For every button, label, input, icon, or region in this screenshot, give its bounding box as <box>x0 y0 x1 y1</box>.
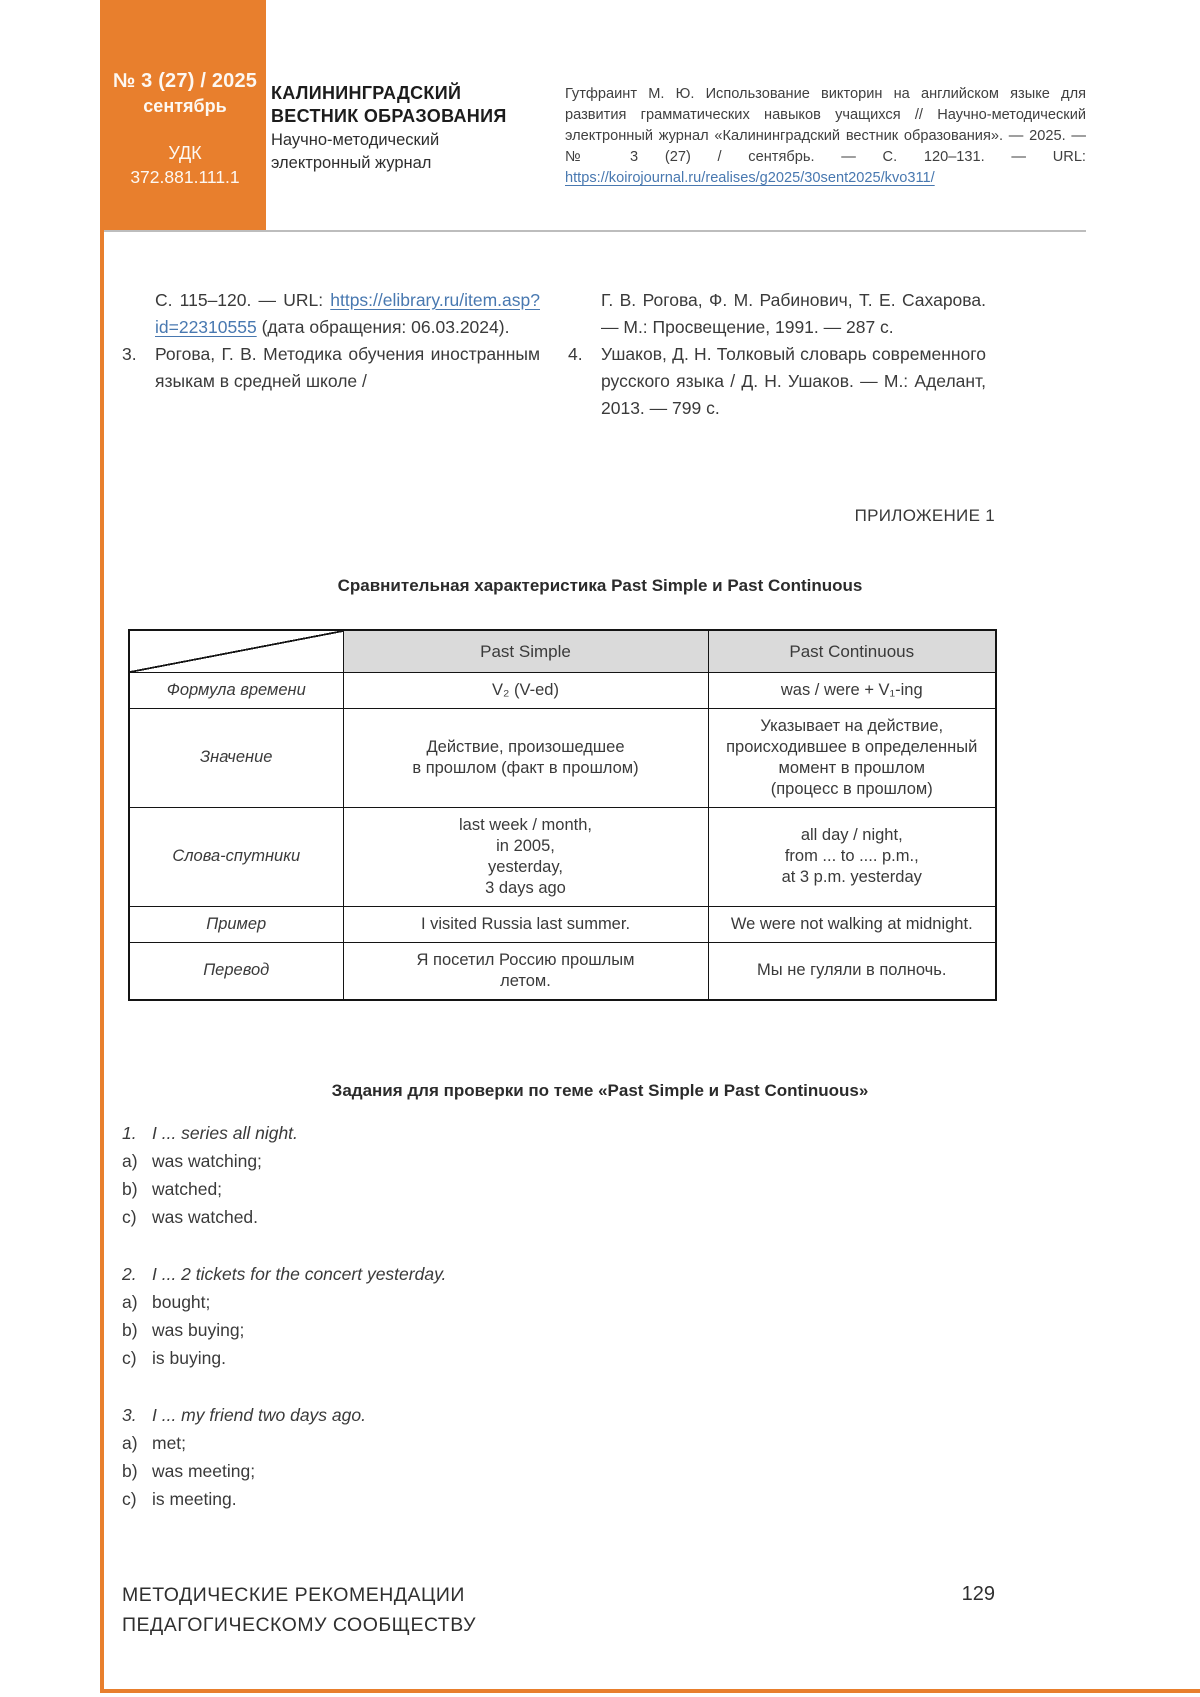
page-number: 129 <box>961 1583 995 1605</box>
option-text: is buying. <box>152 1348 226 1368</box>
row-label: Пример <box>129 906 343 942</box>
col-header-past-simple: Past Simple <box>343 630 708 672</box>
option-letter: c) <box>122 1348 137 1368</box>
option-text: was meeting; <box>152 1461 256 1481</box>
option-letter: a) <box>122 1151 138 1171</box>
quiz-section <box>122 1119 842 1542</box>
option-letter: a) <box>122 1433 138 1453</box>
reference-text: Ушаков, Д. Н. Толковый словарь современного русского языка / Д. Н. Ушаков. — М.: Аделант, 2013. — 799 с. <box>601 344 986 418</box>
issue-month: сентябрь <box>143 96 227 116</box>
answer-option <box>122 1175 842 1203</box>
reference-2-access-date: (дата обращения: 06.03.2024). <box>256 317 510 337</box>
cell-past-simple: V₂ (V-ed) <box>343 672 708 708</box>
issue-box <box>104 0 266 231</box>
comparison-table <box>128 629 997 1001</box>
cell-past-simple: Я посетил Россию прошлым летом. <box>343 942 708 1000</box>
reference-item-4 <box>568 341 986 422</box>
option-text: was watched. <box>152 1207 259 1227</box>
references-column-right <box>568 287 986 422</box>
table-title: Сравнительная характеристика Past Simple и Past Continuous <box>337 576 863 595</box>
table-row-signal-words <box>129 807 996 906</box>
journal-title-block <box>271 82 551 174</box>
citation-url-link[interactable]: https://koirojournal.ru/realises/g2025/30sent2025/kvo311/ <box>565 170 935 186</box>
udk-number: 372.881.111.1 <box>130 167 240 187</box>
reference-2-tail-text: С. 115–120. — URL: <box>155 290 331 310</box>
question-text: I ... my friend two days ago. <box>152 1405 366 1425</box>
cell-past-continuous: all day / night, from ... to .... p.m., at 3 p.m. yesterday <box>708 807 996 906</box>
article-citation <box>565 84 1086 189</box>
reference-number: 3. <box>122 344 137 364</box>
appendix-label: ПРИЛОЖЕНИЕ 1 <box>854 506 995 525</box>
reference-text: Г. В. Рогова, Ф. М. Рабинович, Т. Е. Сахарова. — М.: Просвещение, 1991. — 287 с. <box>601 290 986 337</box>
answer-option <box>122 1316 842 1344</box>
journal-title-line1: КАЛИНИНГРАДСКИЙ <box>271 83 462 103</box>
journal-subtitle-line2: электронный журнал <box>271 154 432 172</box>
citation-text: Гутфраинт М. Ю. Использование викторин на английском языке для развития грамматических навыков учащихся // Научно-методический электронный журнал «Калининградский вестник образования». — 2025. — № 3 (27) / сентябрь. — С. 120–131. — URL: <box>565 86 1086 165</box>
table-row-formula <box>129 672 996 708</box>
question-line <box>122 1401 842 1429</box>
footer-section-line2: ПЕДАГОГИЧЕСКОМУ СООБЩЕСТВУ <box>122 1614 477 1636</box>
option-text: was buying; <box>152 1320 245 1340</box>
quiz-question-3 <box>122 1401 842 1513</box>
references-section <box>122 287 986 422</box>
references-column-left <box>122 287 540 422</box>
option-text: watched; <box>152 1179 223 1199</box>
option-letter: b) <box>122 1320 138 1340</box>
option-text: bought; <box>152 1292 211 1312</box>
row-label: Значение <box>129 708 343 807</box>
reference-continuation <box>155 287 540 341</box>
cell-past-simple: Действие, произошедшее в прошлом (факт в прошлом) <box>343 708 708 807</box>
reference-item-3 <box>122 341 540 395</box>
row-label: Перевод <box>129 942 343 1000</box>
journal-subtitle-line1: Научно-методический <box>271 131 440 149</box>
option-text: is meeting. <box>152 1489 237 1509</box>
option-letter: c) <box>122 1489 137 1509</box>
table-header-row <box>129 630 996 672</box>
answer-option <box>122 1344 842 1372</box>
quiz-question-2 <box>122 1260 842 1372</box>
option-letter: b) <box>122 1179 138 1199</box>
question-number: 3. <box>122 1405 137 1425</box>
question-line <box>122 1119 842 1147</box>
question-text: I ... 2 tickets for the concert yesterday. <box>152 1264 447 1284</box>
answer-option <box>122 1485 842 1513</box>
question-line <box>122 1260 842 1288</box>
question-text: I ... series all night. <box>152 1123 298 1143</box>
quiz-question-1 <box>122 1119 842 1231</box>
cell-past-simple: I visited Russia last summer. <box>343 906 708 942</box>
cell-past-continuous: Мы не гуляли в полночь. <box>708 942 996 1000</box>
answer-option <box>122 1147 842 1175</box>
option-letter: b) <box>122 1461 138 1481</box>
reference-number: 4. <box>568 344 583 364</box>
option-letter: a) <box>122 1292 138 1312</box>
option-text: was watching; <box>152 1151 262 1171</box>
cell-past-simple: last week / month, in 2005, yesterday, 3 days ago <box>343 807 708 906</box>
cell-past-continuous: was / were + V₁-ing <box>708 672 996 708</box>
journal-title-line2: ВЕСТНИК ОБРАЗОВАНИЯ <box>271 106 507 126</box>
option-letter: c) <box>122 1207 137 1227</box>
cell-past-continuous: We were not walking at midnight. <box>708 906 996 942</box>
reference-text: Рогова, Г. В. Методика обучения иностранным языкам в средней школе / <box>155 344 540 391</box>
option-text: met; <box>152 1433 187 1453</box>
table-corner-cell-diagonal <box>129 630 343 672</box>
footer-section-line1: МЕТОДИЧЕСКИЕ РЕКОМЕНДАЦИИ <box>122 1584 465 1606</box>
question-number: 2. <box>122 1264 137 1284</box>
answer-option <box>122 1203 842 1231</box>
table-row-translation <box>129 942 996 1000</box>
table-row-meaning <box>129 708 996 807</box>
col-header-past-continuous: Past Continuous <box>708 630 996 672</box>
answer-option <box>122 1288 842 1316</box>
row-label: Формула времени <box>129 672 343 708</box>
elibrary-url-link[interactable]: https://elibrary.ru/item.asp?id=22310555 <box>155 290 540 337</box>
udk-label: УДК <box>168 143 202 163</box>
table-row-example <box>129 906 996 942</box>
answer-option <box>122 1429 842 1457</box>
answer-option <box>122 1457 842 1485</box>
bottom-accent-bar <box>100 1689 1200 1693</box>
header-separator-line <box>104 230 1086 232</box>
question-number: 1. <box>122 1123 137 1143</box>
row-label: Слова-спутники <box>129 807 343 906</box>
left-accent-bar <box>100 0 104 1693</box>
issue-number: № 3 (27) / 2025 <box>112 70 258 92</box>
reference-3-tail <box>601 287 986 341</box>
cell-past-continuous: Указывает на действие, происходившее в определенный момент в прошлом (процесс в прошлом) <box>708 708 996 807</box>
quiz-heading: Задания для проверки по теме «Past Simple и Past Continuous» <box>331 1081 869 1100</box>
